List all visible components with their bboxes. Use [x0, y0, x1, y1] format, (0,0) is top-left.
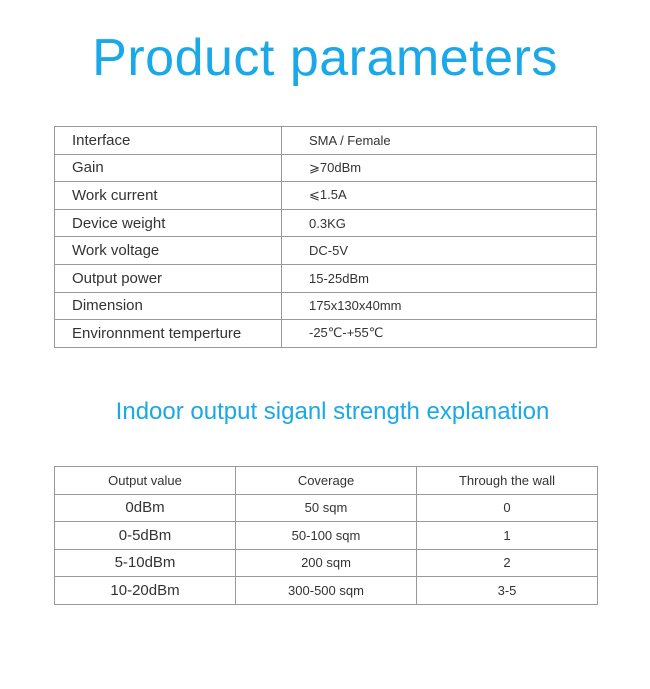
section-title: Indoor output siganl strength explanation — [115, 398, 550, 425]
table-row — [55, 494, 598, 522]
parameter-name: Work current — [55, 182, 282, 210]
parameter-name: Output power — [55, 264, 282, 292]
parameter-value: DC-5V — [282, 237, 597, 265]
table-row — [55, 182, 597, 210]
through-wall-cell: 3-5 — [417, 577, 598, 605]
page-title: Product parameters — [92, 29, 558, 87]
output-value-cell: 10-20dBm — [55, 577, 236, 605]
coverage-cell: 50 sqm — [236, 494, 417, 522]
parameter-name: Work voltage — [55, 237, 282, 265]
parameter-name: Interface — [55, 127, 282, 155]
parameter-value: 0.3KG — [282, 209, 597, 237]
through-wall-cell: 1 — [417, 522, 598, 550]
output-value-cell: 0dBm — [55, 494, 236, 522]
parameter-value: ⩽1.5A — [282, 182, 597, 210]
parameter-value: SMA / Female — [282, 127, 597, 155]
parameter-value: 175x130x40mm — [282, 292, 597, 320]
table-row — [55, 522, 598, 550]
parameter-value: 15-25dBm — [282, 264, 597, 292]
parameter-name: Environnment temperture — [55, 320, 282, 348]
table-row — [55, 577, 598, 605]
signal-strength-table — [54, 466, 598, 605]
product-parameters-table — [54, 126, 597, 348]
through-wall-cell: 2 — [417, 549, 598, 577]
table-row — [55, 154, 597, 182]
table-row — [55, 292, 597, 320]
output-value-cell: 0-5dBm — [55, 522, 236, 550]
table-row — [55, 127, 597, 155]
parameter-value: -25℃-+55℃ — [282, 320, 597, 348]
table-row — [55, 320, 597, 348]
coverage-cell: 50-100 sqm — [236, 522, 417, 550]
output-value-cell: 5-10dBm — [55, 549, 236, 577]
parameter-name: Dimension — [55, 292, 282, 320]
parameter-name: Gain — [55, 154, 282, 182]
coverage-cell: 300-500 sqm — [236, 577, 417, 605]
through-wall-cell: 0 — [417, 494, 598, 522]
table-row — [55, 209, 597, 237]
coverage-cell: 200 sqm — [236, 549, 417, 577]
table-row — [55, 264, 597, 292]
table-row — [55, 549, 598, 577]
column-header-through-wall: Through the wall — [417, 467, 598, 495]
parameter-value: ⩾70dBm — [282, 154, 597, 182]
column-header-coverage: Coverage — [236, 467, 417, 495]
column-header-output-value: Output value — [55, 467, 236, 495]
table-row — [55, 237, 597, 265]
table-header-row — [55, 467, 598, 495]
parameter-name: Device weight — [55, 209, 282, 237]
